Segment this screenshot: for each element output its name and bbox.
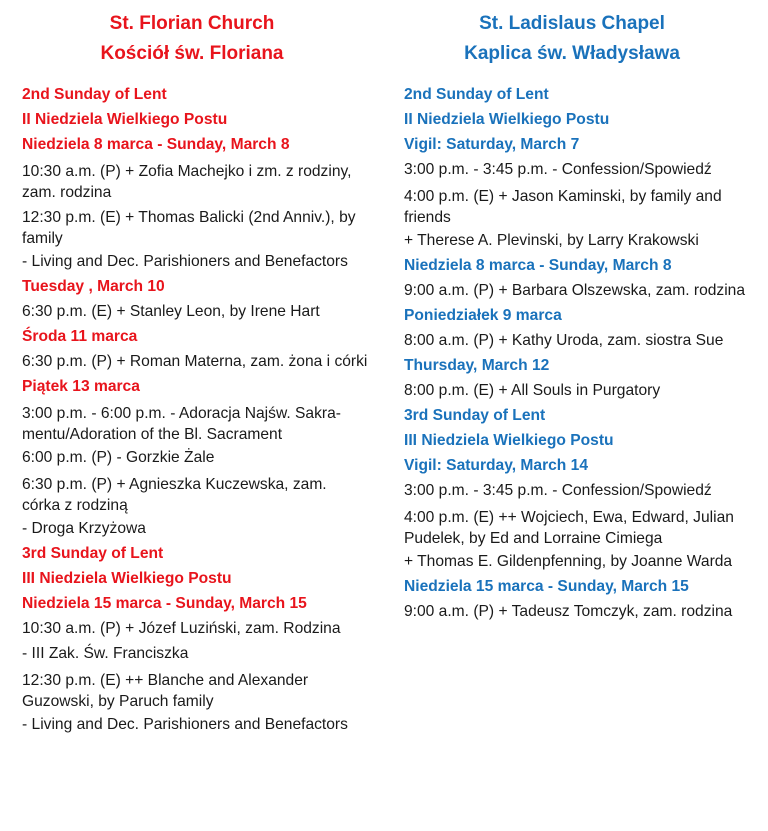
entry-text: 3:00 p.m. - 3:45 p.m. - Confession/Spowiedź <box>404 482 712 499</box>
schedule-heading <box>404 429 754 453</box>
schedule-entry <box>22 667 382 712</box>
schedule-heading <box>404 304 754 328</box>
heading-text: Niedziela 8 marca - Sunday, March 8 <box>22 136 290 153</box>
schedule-heading <box>22 108 382 132</box>
entry-text: 12:30 p.m. (E) ++ Blanche and Alexander <box>22 672 309 689</box>
entry-text: 12:30 p.m. (E) + Thomas Balicki (2nd Anniv.), by <box>22 209 356 226</box>
schedule-entry <box>22 350 382 374</box>
st-florian-column <box>22 0 382 738</box>
column-header <box>22 0 382 69</box>
schedule-entry <box>404 479 754 503</box>
schedule-entry <box>404 279 754 303</box>
entry-text: 8:00 p.m. (E) + All Souls in Purgatory <box>404 382 661 399</box>
entry-text: + Therese A. Plevinski, by Larry Krakowski <box>404 232 699 249</box>
schedule-entry <box>22 517 382 541</box>
heading-text: Tuesday , March 10 <box>22 278 165 295</box>
schedule-entry <box>404 229 754 253</box>
heading-text: Niedziela 15 marca - Sunday, March 15 <box>404 578 689 595</box>
mass-schedule <box>404 83 754 624</box>
heading-text: Niedziela 8 marca - Sunday, March 8 <box>404 257 672 274</box>
entry-text: 9:00 a.m. (P) + Barbara Olszewska, zam. rodzina <box>404 282 746 299</box>
schedule-entry <box>22 300 382 324</box>
entry-text: 6:30 p.m. (E) + Stanley Leon, by Irene Hart <box>22 303 320 320</box>
heading-text: II Niedziela Wielkiego Postu <box>22 111 228 128</box>
schedule-entry <box>22 446 382 470</box>
entry-text: 4:00 p.m. (E) ++ Wojciech, Ewa, Edward, Julian <box>404 509 734 526</box>
entry-text: 6:00 p.m. (P) - Gorzkie Żale <box>22 449 215 466</box>
entry-text: - Living and Dec. Parishioners and Benefactors <box>22 716 348 733</box>
schedule-heading <box>404 108 754 132</box>
entry-text: 9:00 a.m. (P) + Tadeusz Tomczyk, zam. rodzina <box>404 603 733 620</box>
heading-text: III Niedziela Wielkiego Postu <box>404 432 614 449</box>
schedule-heading <box>22 133 382 157</box>
entry-text: - Droga Krzyżowa <box>22 520 146 537</box>
schedule-entry <box>22 400 382 445</box>
schedule-entry <box>22 642 382 666</box>
schedule-entry <box>404 504 754 549</box>
schedule-heading <box>22 275 382 299</box>
entry-text: 8:00 a.m. (P) + Kathy Uroda, zam. siostra Sue <box>404 332 724 349</box>
heading-text: 2nd Sunday of Lent <box>22 86 167 103</box>
schedule-heading <box>22 375 382 399</box>
schedule-heading <box>404 354 754 378</box>
church-title-en: St. Florian Church <box>109 13 275 34</box>
entry-text: 6:30 p.m. (P) + Roman Materna, zam. żona i córki <box>22 353 368 370</box>
entry-text: zam. rodzina <box>22 184 112 201</box>
schedule-entry <box>22 250 382 274</box>
heading-text: Poniedziałek 9 marca <box>404 307 562 324</box>
entry-text: + Thomas E. Gildenpfenning, by Joanne Warda <box>404 553 733 570</box>
heading-text: II Niedziela Wielkiego Postu <box>404 111 610 128</box>
schedule-heading <box>404 254 754 278</box>
schedule-entry <box>404 550 754 574</box>
schedule-entry <box>404 158 754 182</box>
entry-text: 10:30 a.m. (P) + Józef Luziński, zam. Rodzina <box>22 620 341 637</box>
schedule-heading <box>22 567 382 591</box>
schedule-entry <box>22 617 382 641</box>
heading-text: Vigil: Saturday, March 7 <box>404 136 580 153</box>
heading-text: 3rd Sunday of Lent <box>404 407 546 424</box>
schedule-heading <box>404 454 754 478</box>
heading-text: 3rd Sunday of Lent <box>22 545 164 562</box>
schedule-entry <box>22 471 382 516</box>
entry-text: 6:30 p.m. (P) + Agnieszka Kuczewska, zam. <box>22 476 327 493</box>
st-ladislaus-column <box>404 0 754 625</box>
mass-schedule <box>22 83 382 737</box>
heading-text: Thursday, March 12 <box>404 357 550 374</box>
entry-text: - Living and Dec. Parishioners and Benefactors <box>22 253 348 270</box>
entry-text: 3:00 p.m. - 6:00 p.m. - Adoracja Najśw. Sakra- <box>22 405 341 422</box>
entry-text: 10:30 a.m. (P) + Zofia Machejko i zm. z rodziny, <box>22 163 352 180</box>
heading-text: Piątek 13 marca <box>22 378 140 395</box>
heading-text: Niedziela 15 marca - Sunday, March 15 <box>22 595 307 612</box>
schedule-entry <box>404 329 754 353</box>
heading-text: III Niedziela Wielkiego Postu <box>22 570 232 587</box>
column-header <box>404 0 754 69</box>
schedule-entry <box>22 158 382 203</box>
entry-text: Guzowski, by Paruch family <box>22 693 214 710</box>
schedule-heading <box>404 133 754 157</box>
entry-text: 3:00 p.m. - 3:45 p.m. - Confession/Spowiedź <box>404 161 712 178</box>
schedule-entry <box>404 183 754 228</box>
heading-text: Vigil: Saturday, March 14 <box>404 457 589 474</box>
church-title-pl: Kościół św. Floriana <box>100 43 284 64</box>
schedule-heading <box>404 404 754 428</box>
heading-text: Środa 11 marca <box>22 328 138 345</box>
entry-text: Pudelek, by Ed and Lorraine Cimiega <box>404 530 663 547</box>
schedule-entry <box>22 204 382 249</box>
schedule-heading <box>22 592 382 616</box>
chapel-title-pl: Kaplica św. Władysława <box>464 43 680 64</box>
schedule-heading <box>404 83 754 107</box>
entry-text: - III Zak. Św. Franciszka <box>22 645 189 662</box>
schedule-heading <box>404 575 754 599</box>
entry-text: mentu/Adoration of the Bl. Sacrament <box>22 426 283 443</box>
entry-text: friends <box>404 209 451 226</box>
schedule-entry <box>404 379 754 403</box>
schedule-entry <box>22 713 382 737</box>
entry-text: family <box>22 230 63 247</box>
schedule-entry <box>404 600 754 624</box>
schedule-heading <box>22 83 382 107</box>
schedule-heading <box>22 542 382 566</box>
schedule-heading <box>22 325 382 349</box>
entry-text: 4:00 p.m. (E) + Jason Kaminski, by family and <box>404 188 722 205</box>
chapel-title-en: St. Ladislaus Chapel <box>479 13 665 34</box>
heading-text: 2nd Sunday of Lent <box>404 86 549 103</box>
entry-text: córka z rodziną <box>22 497 128 514</box>
